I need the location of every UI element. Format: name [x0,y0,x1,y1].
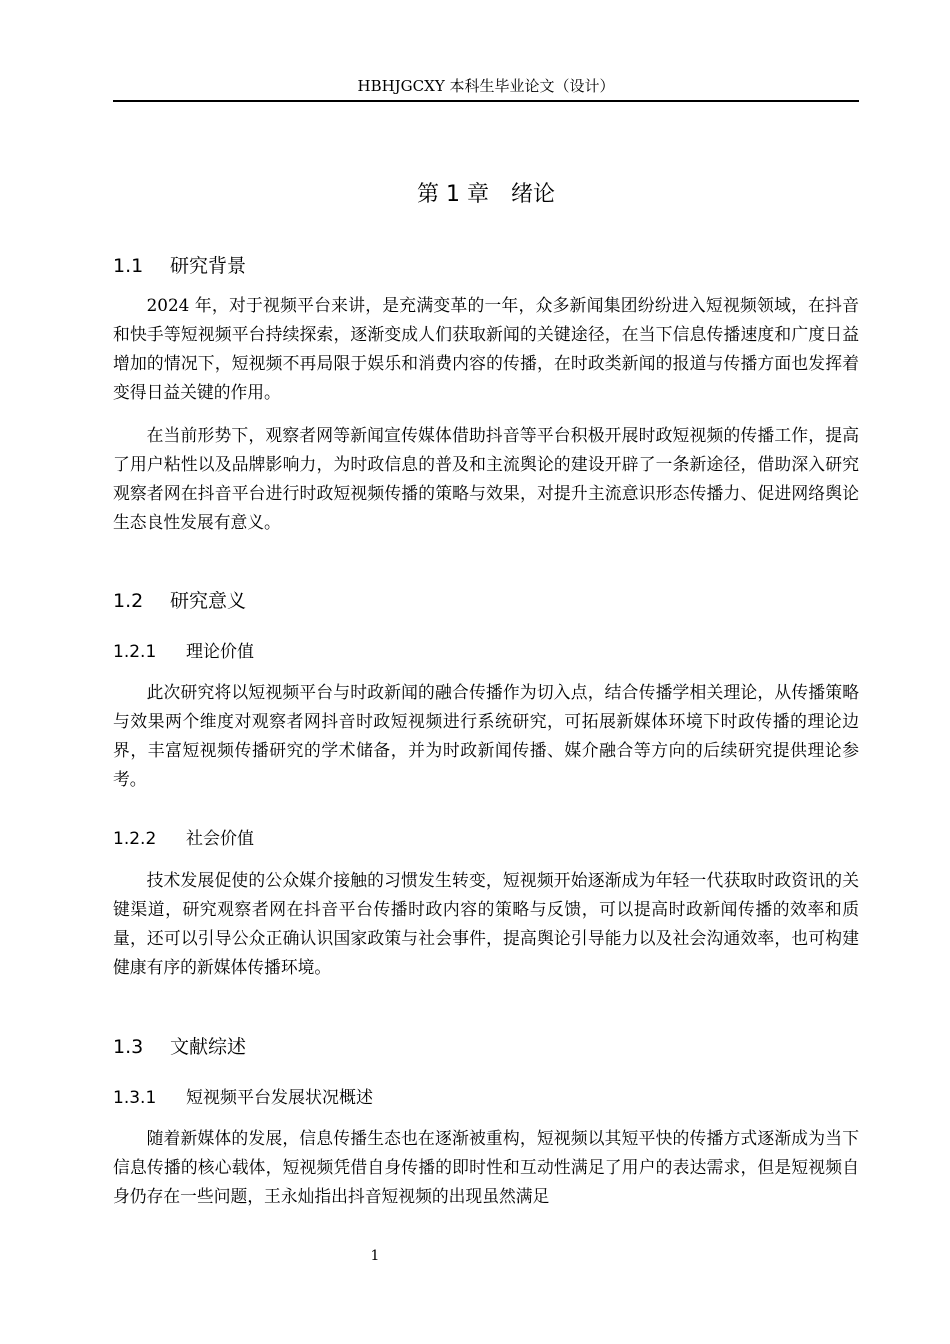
subsection-number: 1.3.1 [113,1088,157,1108]
section-number: 1.2 [113,590,144,612]
subsection-title: 短视频平台发展状况概述 [186,1088,373,1108]
paragraph: 随着新媒体的发展，信息传播生态也在逐渐被重构，短视频以其短平快的传播方式逐渐成为当下信息传播的核心载体，短视频凭借自身传播的即时性和互动性满足了用户的表达需求，但是短视频自身仍存在一些问题，王永灿指出抖音短视频的出现虽然满足 [113,1128,859,1206]
subsection-number: 1.2.1 [113,642,157,662]
header-divider [113,100,859,102]
section-title: 文献综述 [170,1036,247,1058]
subsection-heading-1-3-1 [113,1086,373,1110]
section-title: 研究背景 [170,255,247,277]
subsection-title: 社会价值 [186,829,254,849]
paragraph: 2024 年，对于视频平台来讲，是充满变革的一年，众多新闻集团纷纷进入短视频领域，在抖音和快手等短视频平台持续探索，逐渐变成人们获取新闻的关键途径，在当下信息传播速度和广度日益增加的情况下，短视频不再局限于娱乐和消费内容的传播，在时政类新闻的报道与传播方面也发挥着变得日益关键的作用。 [113,295,859,402]
section-heading-1-1 [113,253,246,279]
section-heading-1-3 [113,1034,246,1060]
paragraph: 此次研究将以短视频平台与时政新闻的融合传播作为切入点，结合传播学相关理论，从传播策略与效果两个维度对观察者网抖音时政短视频进行系统研究，可拓展新媒体环境下时政传播的理论边界，丰富短视频传播研究的学术储备，并为时政新闻传播、媒介融合等方向的后续研究提供理论参考。 [113,682,859,789]
subsection-heading-1-2-2 [113,827,254,851]
section-number: 1.3 [113,1036,144,1058]
subsection-number: 1.2.2 [113,829,157,849]
section-number: 1.1 [113,255,144,277]
section-heading-1-2 [113,588,246,614]
subsection-heading-1-2-1 [113,640,254,664]
paragraph: 在当前形势下，观察者网等新闻宣传媒体借助抖音等平台积极开展时政短视频的传播工作，提高了用户粘性以及品牌影响力，为时政信息的普及和主流舆论的建设开辟了一条新途径，借助深入研究观察者网在抖音平台进行时政短视频传播的策略与效果，对提升主流意识形态传播力、促进网络舆论生态良性发展有意义。 [113,425,859,532]
chapter-title: 第 1 章 绪论 [417,182,555,207]
running-header: HBHJGCXY 本科生毕业论文（设计） [357,77,615,95]
subsection-title: 理论价值 [186,642,254,662]
page-number: 1 [370,1248,380,1264]
paragraph: 技术发展促使的公众媒介接触的习惯发生转变，短视频开始逐渐成为年轻一代获取时政资讯的关键渠道，研究观察者网在抖音平台传播时政内容的策略与反馈，可以提高时政新闻传播的效率和质量，还可以引导公众正确认识国家政策与社会事件，提高舆论引导能力以及社会沟通效率，也可构建健康有序的新媒体传播环境。 [113,870,859,977]
section-title: 研究意义 [170,590,247,612]
